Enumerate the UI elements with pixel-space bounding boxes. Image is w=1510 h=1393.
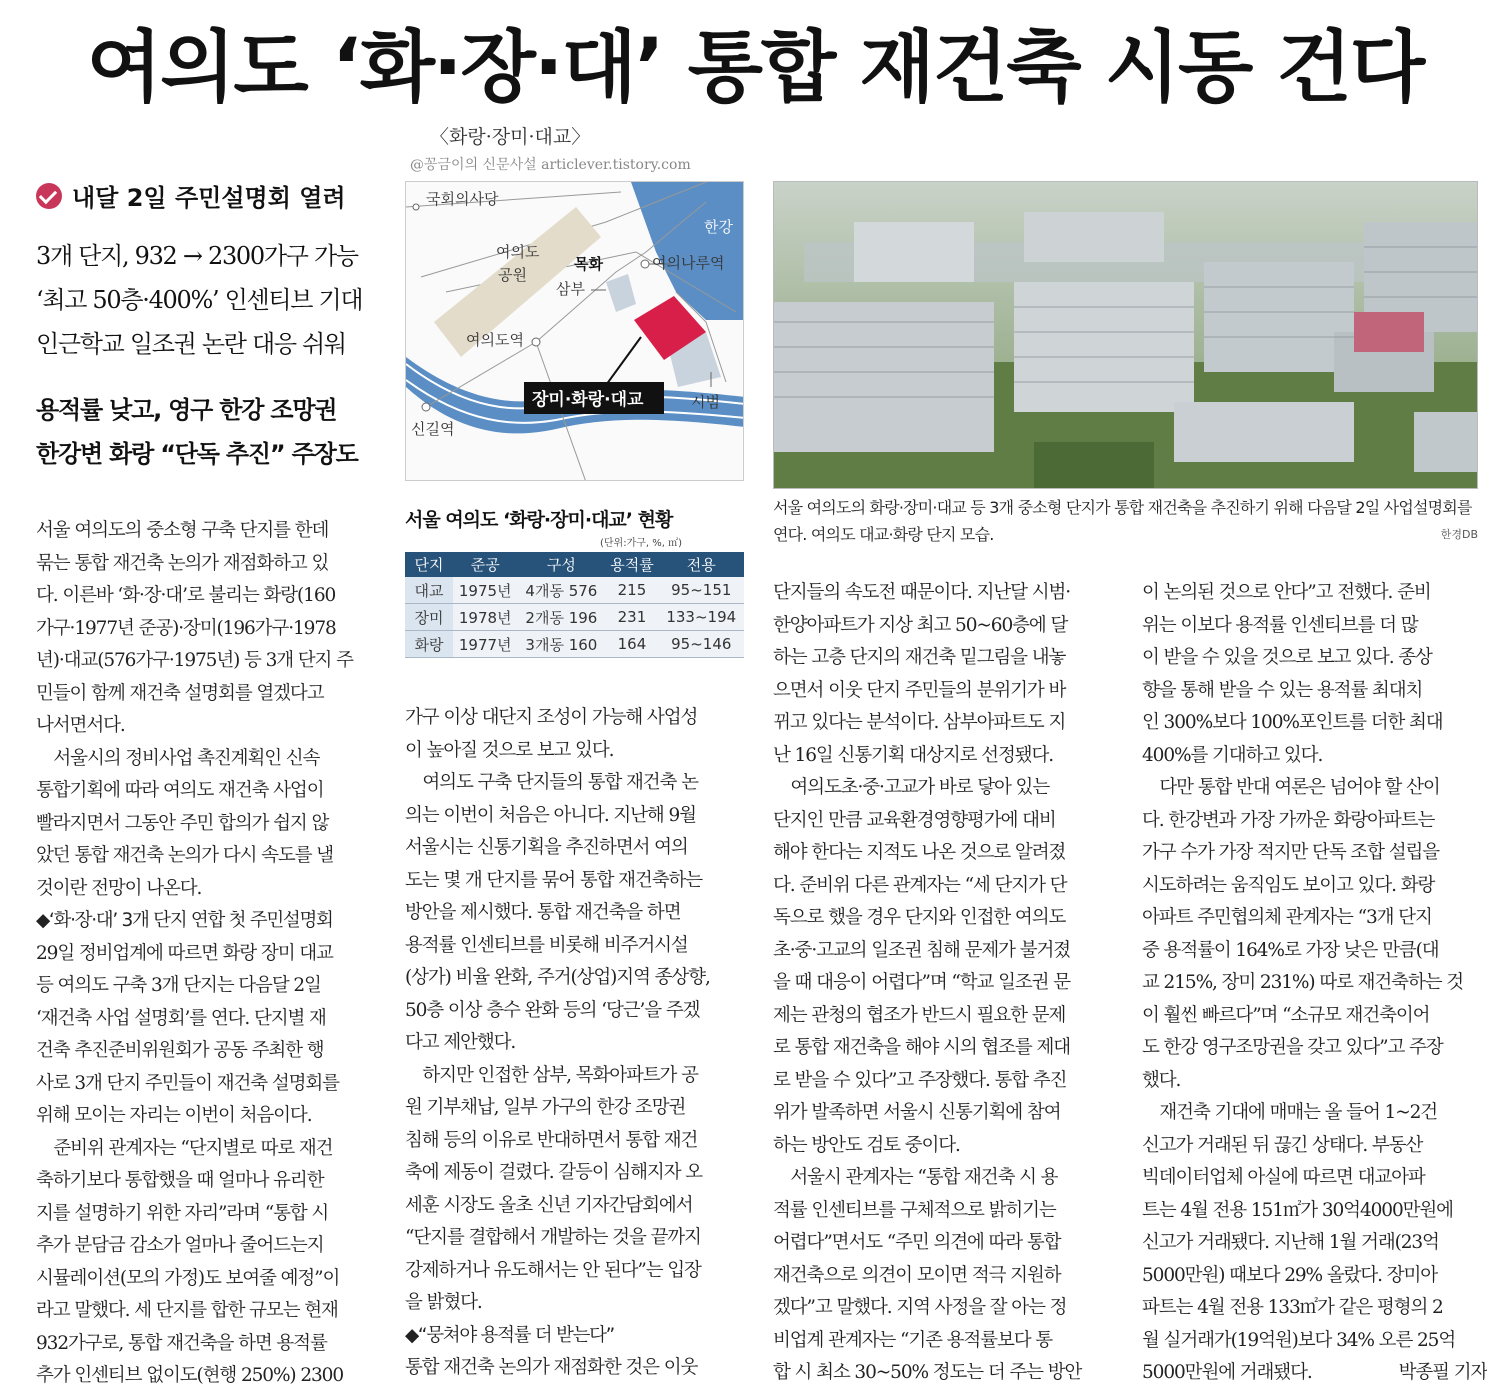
table-cell: 1975년: [453, 577, 517, 604]
article-line: 을 밝혔다.: [405, 1292, 482, 1313]
article-line: 29일 정비업계에 따르면 화랑 장미 대교: [36, 942, 333, 964]
table-header: 전용: [659, 552, 744, 577]
article-line: 았던 통합 재건축 논의가 다시 속도를 낼: [36, 845, 334, 866]
article-line: 위해 모이는 자리는 이번이 처음이다.: [36, 1105, 312, 1126]
article-line: 아파트 주민협의체 관계자는 “3개 단지: [1142, 907, 1432, 928]
article-line: 난 16일 신통기획 대상지로 선정됐다.: [773, 744, 1054, 766]
table-cell: 3개동 160: [517, 631, 605, 658]
article-line: 로 받을 수 있다”고 주장했다. 통합 추진: [773, 1069, 1067, 1091]
deck-line: 한강변 화랑 “단독 추진” 주장도: [36, 440, 358, 468]
article-line: 트는 4월 전용 151㎡가 30억4000만원에: [1142, 1199, 1453, 1221]
article-line: 여의도초·중·고교가 바로 닿아 있는: [773, 777, 1050, 798]
map-label-target: 장미·화랑·대교: [532, 390, 644, 410]
subheadline-2: [36, 388, 386, 476]
article-line: 신고가 거래된 뒤 끊긴 상태다. 부동산: [1142, 1134, 1423, 1156]
map-label-naru: 여의나루역: [652, 254, 725, 272]
subheadline-1: [36, 234, 386, 366]
article-line: 하는 방안도 검토 중이다.: [773, 1134, 960, 1156]
article-line: 의는 이번이 처음은 아니다. 지난해 9월: [405, 804, 696, 826]
table-cell: 1977년: [453, 631, 517, 658]
article-line: 서울시의 정비사업 촉진계획인 신속: [36, 747, 320, 769]
article-line: 년)·대교(576가구·1975년) 등 3개 단지 주: [36, 650, 353, 671]
article-line: 초·중·고교의 일조권 침해 문제가 불거졌: [773, 939, 1071, 961]
article-line: 건축 추진준비위원회가 공동 주최한 행: [36, 1040, 324, 1061]
photo-svg: [774, 182, 1478, 489]
article-line: 추가 인센티브 없이도(현행 250%) 2300: [36, 1365, 344, 1386]
article-line: 비업계 관계자는 “기존 용적률보다 통: [773, 1329, 1053, 1351]
section-subhead: ◆‘화·장·대’ 3개 단지 연합 첫 주민설명회: [36, 910, 333, 931]
headline: 여의도 ‘화·장·대’ 통합 재건축 시동 건다: [86, 23, 1424, 113]
map-label-mokhwa: 목화: [574, 255, 603, 273]
article-column-1: [36, 515, 381, 1393]
article-line: 여의도 구축 단지들의 통합 재건축 논: [405, 772, 698, 793]
map-subtitle: 〈화랑·장미·대교〉: [430, 126, 591, 148]
article-line: 다만 통합 반대 여론은 넘어야 할 산이: [1142, 777, 1440, 798]
article-line: 추가 분담금 감소가 얼마나 줄어드는지: [36, 1235, 324, 1256]
map-label-singil: 신길역: [411, 420, 455, 438]
article-line: 원 기부채납, 일부 가구의 한강 조망권: [405, 1097, 686, 1118]
article-line: 통합 재건축 논의가 재점화한 것은 이웃: [405, 1357, 698, 1378]
article-line: 위는 이보다 용적률 인센티브를 더 많: [1142, 614, 1418, 636]
article-column-3: [773, 577, 1118, 1390]
article-line: 932가구로, 통합 재건축을 하면 용적률: [36, 1332, 327, 1354]
article-line: 재건축 기대에 매매는 올 들어 1~2건: [1142, 1102, 1438, 1123]
map-label-hangang: 한강: [704, 218, 733, 236]
article-line: 50층 이상 층수 완화 등의 ‘당근’을 주겠: [405, 999, 700, 1021]
table-cell: 133~194: [659, 604, 744, 631]
deck-line: 인근학교 일조권 논란 대응 쉬워: [36, 330, 346, 358]
article-line: 침해 등의 이유로 반대하면서 통합 재건: [405, 1129, 698, 1151]
deck-line: ‘최고 50층·400%’ 인센티브 기대: [36, 286, 363, 314]
article-line: 가구 수가 가장 적지만 단독 조합 설립을: [1142, 842, 1440, 863]
article-line: 방안을 제시했다. 통합 재건축을 하면: [405, 902, 681, 923]
section-subhead: ◆“뭉쳐야 용적률 더 받는다”: [405, 1324, 614, 1346]
table-header: 용적률: [605, 552, 658, 577]
article-line: 것이란 전망이 나온다.: [36, 877, 202, 899]
table-row: [405, 631, 744, 658]
table-cell: 2개동 196: [517, 604, 605, 631]
article-line: 단지들의 속도전 때문이다. 지난달 시범·: [773, 582, 1071, 603]
location-map: [405, 181, 744, 481]
table-unit: (단위:가구, %, ㎡): [600, 538, 683, 549]
article-line: 하지만 인접한 삼부, 목화아파트가 공: [405, 1064, 698, 1086]
article-line: 축하기보다 통합했을 때 얼마나 유리한: [36, 1170, 324, 1191]
map-label-park-2: 공원: [498, 266, 527, 284]
table-header: 준공: [453, 552, 517, 577]
article-line: 신고가 거래됐다. 지난해 1월 거래(23억: [1142, 1232, 1439, 1253]
article-line: 하는 고층 단지의 재건축 밑그림을 내놓: [773, 647, 1066, 668]
article-line: 한양아파트가 지상 최고 50~60층에 달: [773, 614, 1068, 636]
article-line: 월 실거래가(19억원)보다 34% 오른 25억: [1142, 1329, 1456, 1351]
table-cell: 95~151: [659, 577, 744, 604]
table-title: 서울 여의도 ‘화랑·장미·대교’ 현황: [405, 509, 673, 531]
article-line: 이 높아질 것으로 보고 있다.: [405, 739, 614, 761]
article-line: 이 훨씬 빠르다”며 “소규모 재건축이어: [1142, 1004, 1430, 1026]
table-cell: 231: [605, 604, 658, 631]
article-line: 축에 제동이 걸렸다. 갈등이 심해지자 오: [405, 1162, 703, 1183]
table-cell: 1978년: [453, 604, 517, 631]
article-line: 제는 관청의 협조가 반드시 필요한 문제: [773, 1004, 1066, 1026]
article-line: 준비위 관계자는 “단지별로 따로 재건: [36, 1137, 333, 1159]
article-line: 해야 한다는 지적도 나온 것으로 알려졌: [773, 842, 1066, 863]
article-line: 다. 이른바 ‘화·장·대’로 불리는 화랑(160: [36, 585, 336, 606]
deck-line: 용적률 낮고, 영구 한강 조망권: [36, 396, 337, 424]
table-row: [405, 577, 744, 604]
map-label-assembly: 국회의사당: [426, 190, 499, 208]
article-line: 통합기획에 따라 여의도 재건축 사업이: [36, 780, 324, 801]
article-line: 세훈 시장도 올초 신년 기자간담회에서: [405, 1194, 693, 1216]
article-line: 민들이 함께 재건축 설명회를 열겠다고: [36, 682, 324, 704]
article-line: 적률 인센티브를 구체적으로 밝히기는: [773, 1199, 1056, 1221]
article-line: 빨라지면서 그동안 주민 합의가 쉽지 않: [36, 812, 329, 834]
article-line: 서울 여의도의 중소형 구축 단지를 한데: [36, 520, 329, 541]
article-line: 빅데이터업체 아실에 따르면 대교아파: [1142, 1167, 1425, 1188]
article-line: 단지인 만큼 교육환경영향평가에 대비: [773, 809, 1056, 831]
kicker: [36, 178, 346, 213]
article-line: 사로 3개 단지 주민들이 재건축 설명회를: [36, 1072, 339, 1094]
article-line: 시도하려는 움직임도 보이고 있다. 화랑: [1142, 874, 1435, 896]
article-line: 교 215%, 장미 231%) 따로 재건축하는 것: [1142, 972, 1464, 993]
article-line: 도는 몇 개 단지를 묶어 통합 재건축하는: [405, 869, 703, 891]
article-column-4: [1142, 577, 1487, 1390]
article-line: 400%를 기대하고 있다.: [1142, 744, 1323, 766]
article-line: 5000만원) 때보다 29% 올랐다. 장미아: [1142, 1264, 1438, 1286]
article-line: 나서면서다.: [36, 715, 125, 736]
article-line: 묶는 통합 재건축 논의가 재점화하고 있: [36, 552, 329, 574]
kicker-text: 내달 2일 주민설명회 열려: [72, 184, 346, 212]
map-label-samboo: 삼부: [556, 280, 585, 298]
table-cell: 화랑: [405, 631, 453, 658]
table-cell: 215: [605, 577, 658, 604]
article-line: 어렵다”면서도 “주민 의견에 따라 통합: [773, 1232, 1061, 1253]
article-line: 서울시는 신통기획을 추진하면서 여의: [405, 837, 688, 858]
deck-line: 3개 단지, 932 → 2300가구 가능: [36, 242, 358, 270]
article-line: 시뮬레이션(모의 가정)도 보여줄 예정”이: [36, 1267, 340, 1289]
article-line: “단지를 결합해서 개발하는 것을 끝까지: [405, 1227, 701, 1248]
table-cell: 대교: [405, 577, 453, 604]
article-line: 라고 말했다. 세 단지를 합한 규모는 현재: [36, 1300, 338, 1321]
article-line: 가구·1977년 준공)·장미(196가구·1978: [36, 617, 336, 639]
article-line: 인 300%보다 100%포인트를 더한 최대: [1142, 712, 1443, 733]
article-line: 했다.: [1142, 1069, 1181, 1091]
article-line: 다. 한강변과 가장 가까운 화랑아파트는: [1142, 809, 1435, 831]
article-line: 용적률 인센티브를 비롯해 비주거시설: [405, 934, 688, 956]
article-column-2: [405, 702, 750, 1385]
map-svg: [406, 182, 744, 481]
table-row: [405, 604, 744, 631]
article-line: ‘재건축 사업 설명회’를 연다. 단지별 재: [36, 1007, 326, 1029]
article-line: 가구 이상 대단지 조성이 가능해 사업성: [405, 707, 698, 728]
status-table: [405, 552, 744, 658]
article-line: 강제하거나 유도해서는 안 된다”는 입장: [405, 1259, 701, 1281]
photo-caption: 서울 여의도의 화랑·장미·대교 등 3개 중소형 단지가 통합 재건축을 추진하기 위해 다음달 2일 사업설명회를 연다. 여의도 대교·화랑 단지 모습.: [773, 498, 1472, 544]
article-line: (상가) 비율 완화, 주거(상업)지역 종상향,: [405, 967, 710, 988]
article-line: 서울시 관계자는 “통합 재건축 시 용: [773, 1167, 1058, 1188]
article-line: 로 통합 재건축을 해야 시의 협조를 제대: [773, 1037, 1071, 1058]
watermark: @꽁금이의 신문사설 articlever.tistory.com: [410, 157, 691, 173]
table-header: 단지: [405, 552, 453, 577]
table-cell: 164: [605, 631, 658, 658]
map-label-yeouido-station: 여의도역: [466, 331, 524, 349]
table-cell: 4개동 576: [517, 577, 605, 604]
article-line: 향을 통해 받을 수 있는 용적률 최대치: [1142, 679, 1423, 701]
article-line: 중 용적률이 164%로 가장 낮은 만큼(대: [1142, 939, 1439, 961]
apartment-photo: [773, 181, 1478, 489]
article-line: 등 여의도 구축 3개 단지는 다음달 2일: [36, 975, 321, 996]
article-line: 도 한강 영구조망권을 갖고 있다”고 주장: [1142, 1037, 1443, 1058]
article-line: 파트는 4월 전용 133㎡가 같은 평형의 2: [1142, 1297, 1443, 1318]
check-icon: [36, 183, 62, 209]
article-line: 겠다”고 말했다. 지역 사정을 잘 아는 정: [773, 1297, 1067, 1318]
map-label-park-1: 여의도: [496, 243, 540, 261]
article-line: 이 받을 수 있을 것으로 보고 있다. 종상: [1142, 647, 1432, 668]
table-cell: 장미: [405, 604, 453, 631]
article-line: 뀌고 있다는 분석이다. 삼부아파트도 지: [773, 712, 1066, 733]
article-line: 합 시 최소 30~50% 정도는 더 주는 방안: [773, 1362, 1082, 1383]
article-line: 다. 준비위 다른 관계자는 “세 단지가 단: [773, 874, 1067, 896]
article-line: 이 논의된 것으로 안다”고 전했다. 준비: [1142, 582, 1431, 603]
article-line: 지를 설명하기 위한 자리”라며 “통합 시: [36, 1202, 329, 1224]
table-cell: 95~146: [659, 631, 744, 658]
article-line: 재건축으로 의견이 모이면 적극 지원하: [773, 1264, 1061, 1286]
article-line: 을 때 대응이 어렵다”며 “학교 일조권 문: [773, 972, 1070, 993]
article-line: 다고 제안했다.: [405, 1032, 516, 1053]
article-line: 으면서 이웃 단지 주민들의 분위기가 바: [773, 679, 1066, 701]
table-header: 구성: [517, 552, 605, 577]
article-line: 위가 발족하면 서울시 신통기획에 참여: [773, 1102, 1061, 1123]
article-line: 5000만원에 거래됐다. 박종필 기자: [1142, 1362, 1487, 1383]
article-line: 독으로 했을 경우 단지와 인접한 여의도: [773, 907, 1066, 928]
map-label-sibum: 시범: [691, 393, 720, 411]
photo-credit: 한경DB: [1440, 528, 1478, 541]
